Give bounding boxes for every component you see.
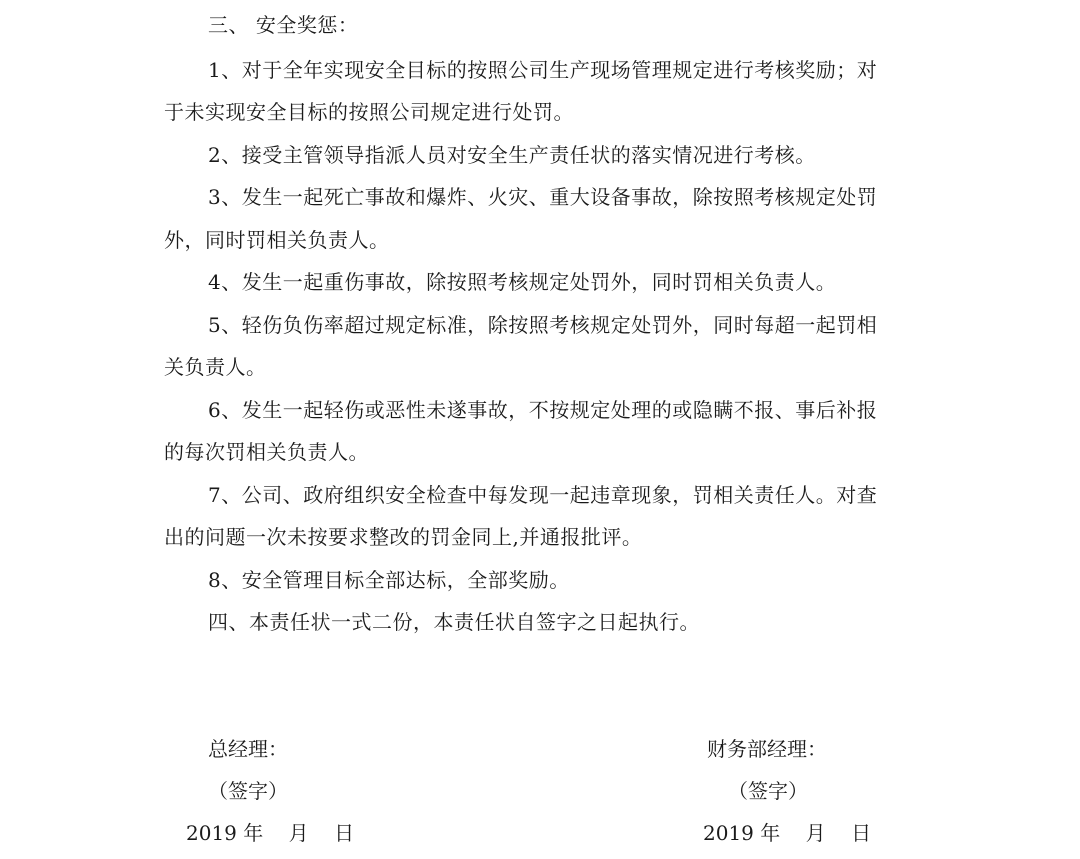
right-signature-title: 财务部经理：	[707, 737, 827, 761]
paragraph-5-line-1: 5、轻伤负伤率超过规定标准，除按照考核规定处罚外，同时每超一起罚相	[208, 313, 878, 337]
paragraph-7-line-1: 7、公司、政府组织安全检查中每发现一起违章现象，罚相关责任人。对查	[208, 483, 878, 507]
closing-statement: 四、本责任状一式二份，本责任状自签字之日起执行。	[208, 610, 700, 634]
left-signature-title: 总经理：	[208, 737, 288, 761]
paragraph-5-line-2: 关负责人。	[164, 355, 267, 379]
right-signature-date: 2019 年 月 日	[703, 821, 872, 845]
section-heading: 三、 安全奖惩：	[208, 13, 359, 37]
paragraph-4: 4、发生一起重伤事故，除按照考核规定处罚外，同时罚相关负责人。	[208, 270, 837, 294]
paragraph-1-line-1: 1、对于全年实现安全目标的按照公司生产现场管理规定进行考核奖励；对	[208, 58, 878, 82]
paragraph-7-line-2: 出的问题一次未按要求整改的罚金同上,并通报批评。	[164, 525, 643, 549]
paragraph-3-line-1: 3、发生一起死亡事故和爆炸、火灾、重大设备事故，除按照考核规定处罚	[208, 185, 878, 209]
paragraph-8: 8、安全管理目标全部达标，全部奖励。	[208, 568, 570, 592]
paragraph-3-line-2: 外，同时罚相关负责人。	[164, 228, 390, 252]
paragraph-2: 2、接受主管领导指派人员对安全生产责任状的落实情况进行考核。	[208, 143, 816, 167]
left-signature-sign: （签字）	[208, 779, 288, 803]
paragraph-1-line-2: 于未实现安全目标的按照公司规定进行处罚。	[164, 100, 574, 124]
paragraph-6-line-1: 6、发生一起轻伤或恶性未遂事故，不按规定处理的或隐瞒不报、事后补报	[208, 398, 878, 422]
paragraph-6-line-2: 的每次罚相关负责人。	[164, 440, 369, 464]
right-signature-sign: （签字）	[728, 779, 808, 803]
left-signature-date: 2019 年 月 日	[186, 821, 355, 845]
